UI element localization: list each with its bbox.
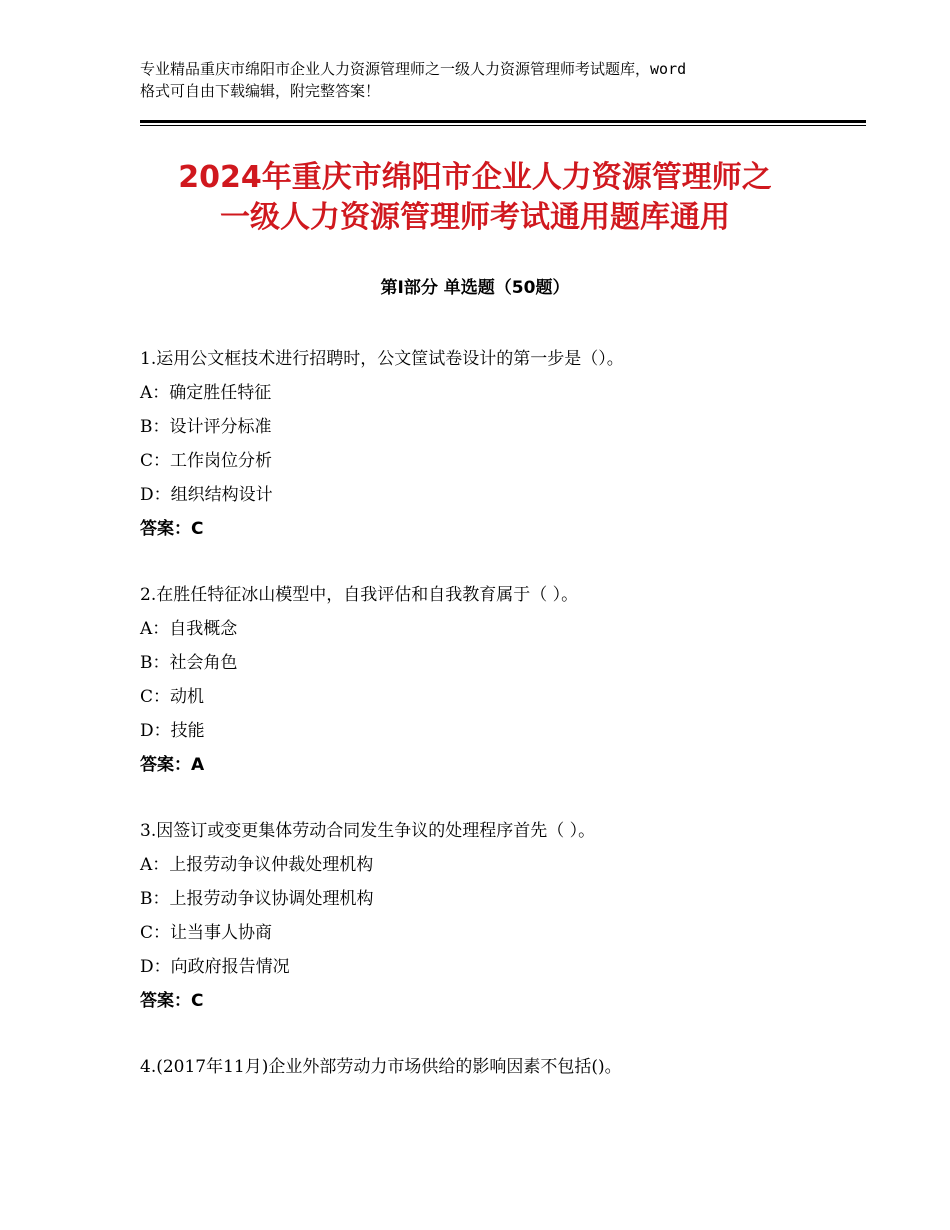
option-a: A：确定胜任特征 bbox=[140, 383, 272, 403]
option-d: D：向政府报告情况 bbox=[140, 957, 290, 977]
section-title: 第Ⅰ部分 单选题（50题） bbox=[380, 278, 570, 298]
header-note bbox=[140, 58, 830, 102]
document-title bbox=[120, 158, 830, 238]
document-title-line-1: 2024年重庆市绵阳市企业人力资源管理师之 bbox=[178, 160, 772, 195]
answer: 答案：C bbox=[140, 991, 204, 1011]
option-b: B：设计评分标准 bbox=[140, 417, 272, 437]
option-b: B：社会角色 bbox=[140, 653, 238, 673]
answer: 答案：C bbox=[140, 519, 204, 539]
option-a: A：上报劳动争议仲裁处理机构 bbox=[140, 855, 374, 875]
option-c: C：让当事人协商 bbox=[140, 923, 273, 943]
option-c: C：动机 bbox=[140, 687, 205, 707]
option-d: D：技能 bbox=[140, 721, 205, 741]
question-1 bbox=[140, 342, 860, 546]
document-title-line-2: 一级人力资源管理师考试通用题库通用 bbox=[220, 200, 730, 235]
question-3 bbox=[140, 814, 860, 1018]
question-stem: 4.(2017年11月)企业外部劳动力市场供给的影响因素不包括()。 bbox=[140, 1057, 622, 1077]
option-b: B：上报劳动争议协调处理机构 bbox=[140, 889, 374, 909]
option-a: A：自我概念 bbox=[140, 619, 238, 639]
question-stem: 2.在胜任特征冰山模型中，自我评估和自我教育属于（ ）。 bbox=[140, 585, 579, 605]
question-2 bbox=[140, 578, 860, 782]
header-rule-thin bbox=[140, 125, 866, 126]
header-note-line-1: 专业精品重庆市绵阳市企业人力资源管理师之一级人力资源管理师考试题库，word bbox=[140, 60, 687, 78]
header-note-line-2: 格式可自由下载编辑，附完整答案！ bbox=[140, 82, 381, 100]
option-c: C：工作岗位分析 bbox=[140, 451, 273, 471]
answer: 答案：A bbox=[140, 755, 205, 775]
question-list bbox=[140, 342, 860, 1116]
question-4 bbox=[140, 1050, 860, 1084]
question-stem: 3.因签订或变更集体劳动合同发生争议的处理程序首先（ ）。 bbox=[140, 821, 596, 841]
header-rule-thick bbox=[140, 120, 866, 123]
question-stem: 1.运用公文框技术进行招聘时，公文筐试卷设计的第一步是（）。 bbox=[140, 349, 624, 369]
option-d: D：组织结构设计 bbox=[140, 485, 273, 505]
